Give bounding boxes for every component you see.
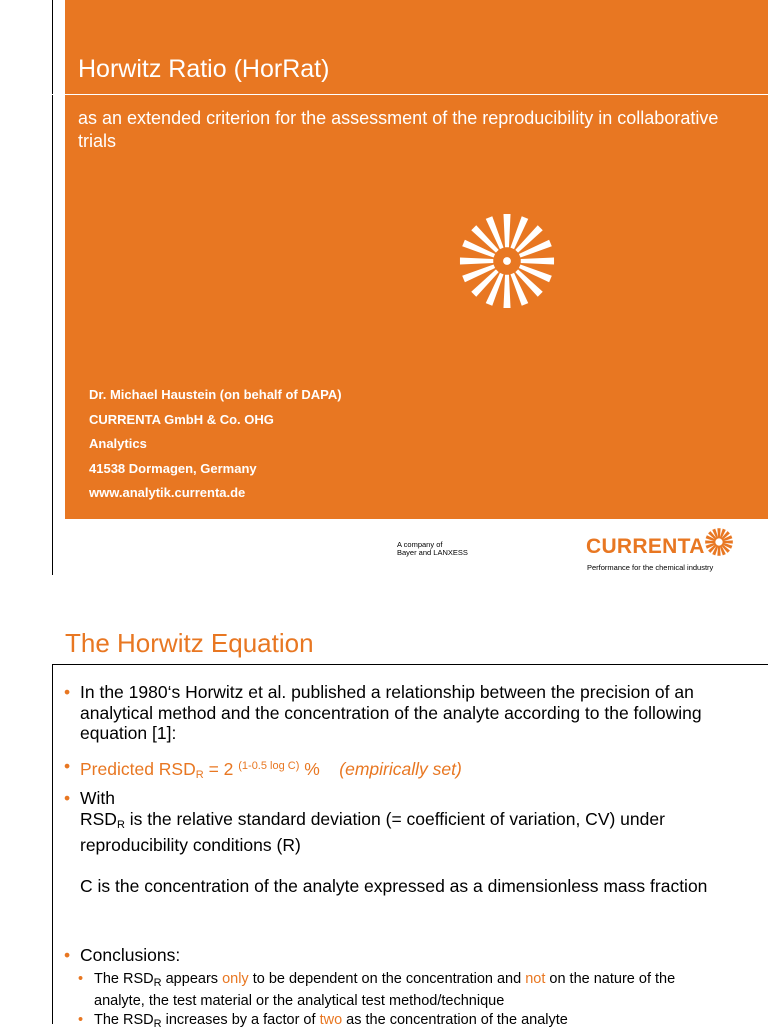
left-rule xyxy=(52,664,53,1024)
s1-not-highlight: not xyxy=(525,971,546,987)
equation-exponent: (1-0.5 log C) xyxy=(238,760,300,772)
address: 41538 Dormagen, Germany xyxy=(89,460,257,476)
s1-only-highlight: only xyxy=(222,971,249,987)
author-block xyxy=(89,386,342,509)
s1-part-b: appears xyxy=(161,971,223,987)
content-slide xyxy=(0,580,768,1030)
s1-part-d: on the nature of the analyte, the test material or the analytical test method/technique xyxy=(94,971,676,1009)
s1-part-c: to be dependent on the concentration and xyxy=(248,971,526,987)
slide-title: Horwitz Ratio (HorRat) xyxy=(78,55,330,83)
s2-two-highlight: two xyxy=(319,1012,343,1028)
equation-eq: = 2 xyxy=(203,759,239,779)
sub-bullet-text xyxy=(94,971,694,1010)
slide-title: The Horwitz Equation xyxy=(65,628,314,658)
brand-burst-icon xyxy=(704,527,734,557)
equation-note: (empirically set) xyxy=(339,759,462,779)
s2-subscript: R xyxy=(153,1018,162,1030)
rsd-subscript: R xyxy=(116,818,125,831)
title-divider xyxy=(52,94,768,95)
s1-subscript: R xyxy=(153,977,162,989)
s2-part-b: increases by a factor of xyxy=(161,1012,320,1028)
slide-subtitle: as an extended criterion for the assessment of the reproducibility in collaborative trials xyxy=(78,108,719,151)
with-label: With xyxy=(80,788,115,808)
conclusions-label: Conclusions: xyxy=(80,945,181,965)
bullet-marker: • xyxy=(64,788,71,808)
sub-bullet-marker: • xyxy=(78,1012,84,1028)
department: Analytics xyxy=(89,436,147,451)
equation-subscript: R xyxy=(195,769,204,781)
currenta-burst-icon xyxy=(458,212,556,310)
left-rule xyxy=(52,0,53,575)
burst-ray xyxy=(460,257,493,264)
company-note-line2: Bayer and LANXESS xyxy=(397,548,468,557)
company-note xyxy=(397,541,468,557)
burst-ray xyxy=(521,257,554,264)
burst-ray xyxy=(503,214,510,247)
definitions-text xyxy=(80,788,720,897)
company-note-line1: A company of xyxy=(397,540,443,549)
equation-percent: % xyxy=(299,759,320,779)
rsd-label: RSD xyxy=(80,808,117,829)
brand-tagline: Performance for the chemical industry xyxy=(587,563,714,572)
s2-part-c: as the concentration of the analyte xyxy=(342,1012,568,1028)
c-definition: C is the concentration of the analyte expressed as a dimensionless mass fraction xyxy=(80,876,708,896)
s2-part-a: The RSD xyxy=(94,1012,154,1028)
author-name: Dr. Michael Haustein (on behalf of DAPA) xyxy=(89,387,342,402)
title-divider xyxy=(52,664,768,665)
equation-text xyxy=(80,756,720,786)
burst-ray xyxy=(503,275,510,308)
s1-part-a: The RSD xyxy=(94,971,154,987)
rsd-definition: is the relative standard deviation (= coefficient of variation, CV) under reproducibility conditions (R) xyxy=(80,808,665,855)
bullet-marker: • xyxy=(64,945,71,965)
bullet-marker: • xyxy=(64,682,71,702)
website[interactable]: www.analytik.currenta.de xyxy=(89,485,246,500)
bullet-text: In the 1980‘s Horwitz et al. published a relationship between the precision of an analytical method and the concentration of the analyte according to the following equation [1]: xyxy=(80,682,702,743)
company-name: CURRENTA GmbH & Co. OHG xyxy=(89,411,274,427)
equation-label: Predicted RSD xyxy=(80,759,196,779)
sub-bullet-text xyxy=(94,1012,694,1034)
brand-logo-text: CURRENTA xyxy=(586,535,705,558)
sub-bullet-marker: • xyxy=(78,971,84,987)
bullet-marker: • xyxy=(64,756,71,776)
